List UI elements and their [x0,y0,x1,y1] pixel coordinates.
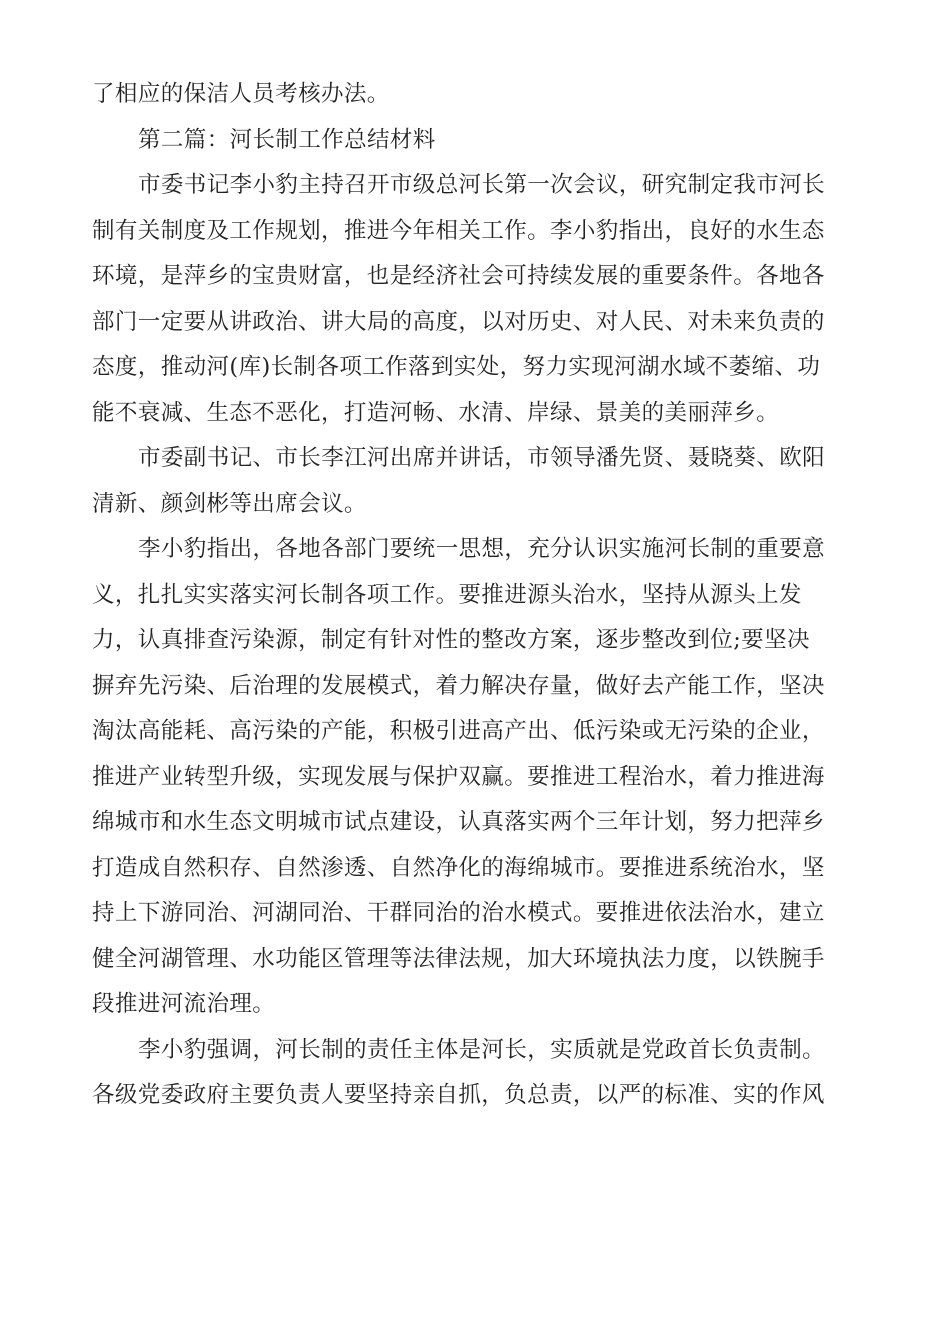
text-line: 摒弃先污染、后治理的发展模式，着力解决存量，做好去产能工作，坚决 [92,672,825,699]
paragraph-closing-line [92,72,860,118]
text-line: 态度，推动河(库)长制各项工作落到实处，努力实现河湖水域不萎缩、功 [92,354,821,380]
text-line: 制有关制度及工作规划，推进今年相关工作。李小豹指出，良好的水生态 [92,217,825,244]
text-line: 义，扎扎实实落实河长制各项工作。要推进源头治水，坚持从源头上发 [92,581,802,608]
text-line: 市委书记李小豹主持召开市级总河长第一次会议，研究制定我市河长 [138,172,826,198]
document-page [92,72,860,1119]
text-line: 能不衰减、生态不恶化，打造河畅、水清、岸绿、景美的美丽萍乡。 [92,399,780,426]
text-line: 李小豹指出，各地各部门要统一思想，充分认识实施河长制的重要意 [138,536,826,562]
text-line: 各级党委政府主要负责人要坚持亲自抓，负总责，以严的标准、实的作风 [92,1082,825,1108]
text-line: 健全河湖管理、水功能区管理等法律法规，加大环境执法力度，以铁腕手 [92,945,825,972]
paragraph-3 [92,527,860,1028]
text-line: 清新、颜剑彬等出席会议。 [92,490,367,517]
text-line: 推进产业转型升级，实现发展与保护双赢。要推进工程治水，着力推进海 [92,763,825,790]
text-line: 打造成自然积存、自然渗透、自然净化的海绵城市。要推进系统治水，坚 [92,854,825,881]
section-heading [92,118,860,164]
text-line: 力，认真排查污染源，制定有针对性的整改方案，逐步整改到位;要坚决 [92,627,810,653]
text-line: 部门一定要从讲政治、讲大局的高度，以对历史、对人民、对未来负责的 [92,308,825,335]
paragraph-4 [92,1028,860,1119]
text-line: 了相应的保洁人员考核办法。 [92,81,390,107]
text-line: 李小豹强调，河长制的责任主体是河长，实质就是党政首长负责制。 [138,1036,826,1063]
paragraph-2 [92,436,860,527]
text-line: 市委副书记、市长李江河出席并讲话，市领导潘先贤、聂晓葵、欧阳 [138,445,826,471]
paragraph-1 [92,163,860,436]
text-line: 绵城市和水生态文明城市试点建设，认真落实两个三年计划，努力把萍乡 [92,809,825,835]
text-line: 环境，是萍乡的宝贵财富，也是经济社会可持续发展的重要条件。各地各 [92,263,825,289]
text-line: 持上下游同治、河湖同治、干群同治的治水模式。要推进依法治水，建立 [92,900,825,926]
text-line: 淘汰高能耗、高污染的产能，积极引进高产出、低污染或无污染的企业， [92,718,825,744]
text-line: 段推进河流治理。 [92,991,276,1017]
heading-text: 第二篇：河长制工作总结材料 [138,126,436,153]
